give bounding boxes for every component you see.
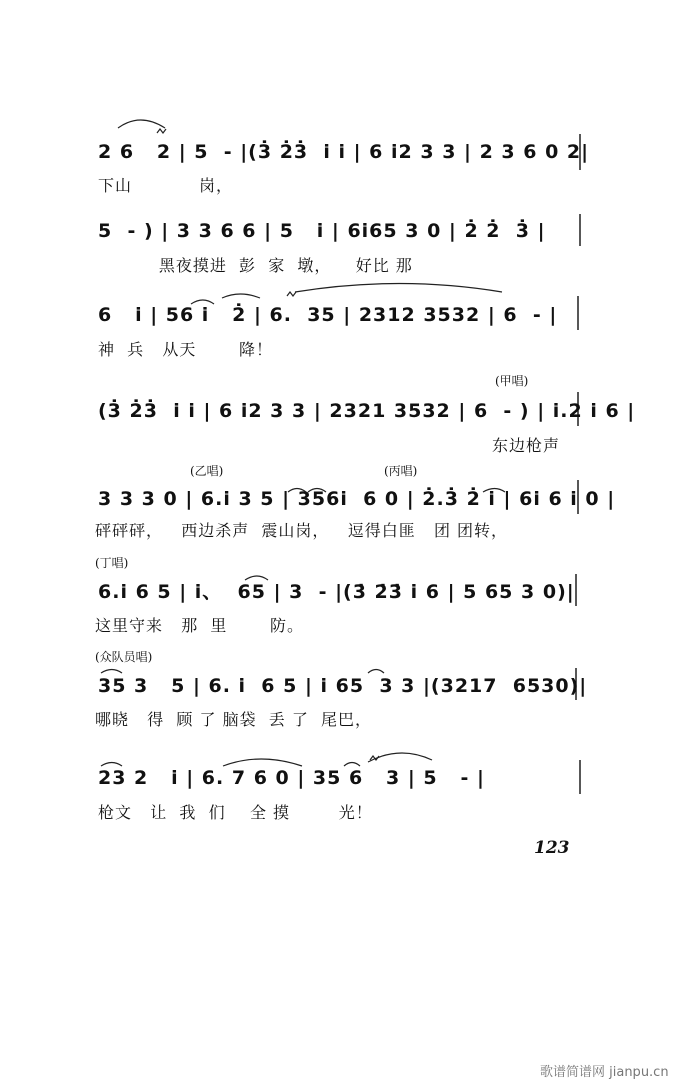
notes: 5 - ) | 3 3 6 6 | 5 i | 6i65 3 0 | 2̇ 2̇ 3̇ |: [98, 220, 546, 242]
role-text: (众队员唱): [95, 650, 153, 664]
slur-mark: [368, 670, 384, 674]
notes: 35 3 5 | 6. i 6 5 | i 65 3 3 |(3217 6530)|: [98, 675, 588, 697]
slur-mark: [344, 763, 360, 767]
site-watermark: [540, 1061, 669, 1080]
page-number-text: 123: [534, 838, 570, 858]
notes: 23 2 i | 6. 7 6 0 | 35 6 3 | 5 - |: [98, 767, 485, 789]
slur-mark: [308, 489, 326, 493]
lyrics: 砰砰砰， 西边杀声 震山岗， 逗得白匪 团 团转，: [95, 521, 509, 540]
role-text: (乙唱): [190, 464, 224, 478]
lyrics: 东边枪声: [492, 436, 561, 455]
notes: 3 3 3 0 | 6.i 3 5 | 356i 6 0 | 2̇.3̇ 2̇ i | 6i 6 i 0 |: [98, 488, 616, 510]
ornament-mark: [157, 129, 166, 133]
lyrics: 哪晓 得 顾 了 脑袋 丢 了 尾巴，: [95, 710, 373, 729]
slur-mark: [191, 300, 214, 304]
slur-mark: [222, 294, 260, 298]
slur-mark: [101, 763, 122, 767]
slur-mark: [245, 576, 268, 580]
role-text: (丙唱): [384, 464, 418, 478]
ornament-mark: [287, 292, 296, 296]
role-text: (丁唱): [95, 556, 129, 570]
lyrics: 下山 岗，: [98, 176, 233, 195]
watermark-text: 歌谱简谱网 jianpu.cn: [540, 1065, 669, 1080]
lyrics: 枪文 让 我 们 全 摸 光！: [98, 803, 373, 822]
page-number: [534, 838, 570, 858]
slur-mark: [223, 759, 302, 766]
lyrics: 神 兵 从天 降！: [98, 340, 274, 359]
slur-mark: [483, 489, 505, 493]
slur-mark: [295, 284, 502, 293]
notes: (3̇ 2̇3̇ i i | 6 i2 3 3 | 2321 3532 | 6 - ) | i.2 i 6 |: [98, 400, 636, 422]
slur-mark: [101, 670, 122, 674]
notes: 6 i | 56 i 2̇ | 6. 35 | 2312 3532 | 6 - |: [98, 304, 558, 326]
notes: 6.i 6 5 | i、 65 | 3 - |(3̇ 2̇3̇ i 6 | 5 65 3 0)|: [98, 581, 575, 603]
slur-mark: [288, 489, 306, 493]
lyrics: 黑夜摸进 彭 家 墩， 好比 那: [98, 256, 413, 275]
lyrics: 这里守来 那 里 防。: [95, 616, 305, 635]
slur-mark: [118, 120, 165, 128]
role-text: (甲唱): [495, 374, 529, 388]
notes: 2 6 2 | 5 - |(3̇ 2̇3̇ i i | 6 i2 3 3 | 2 3 6 0 2|: [98, 141, 590, 163]
